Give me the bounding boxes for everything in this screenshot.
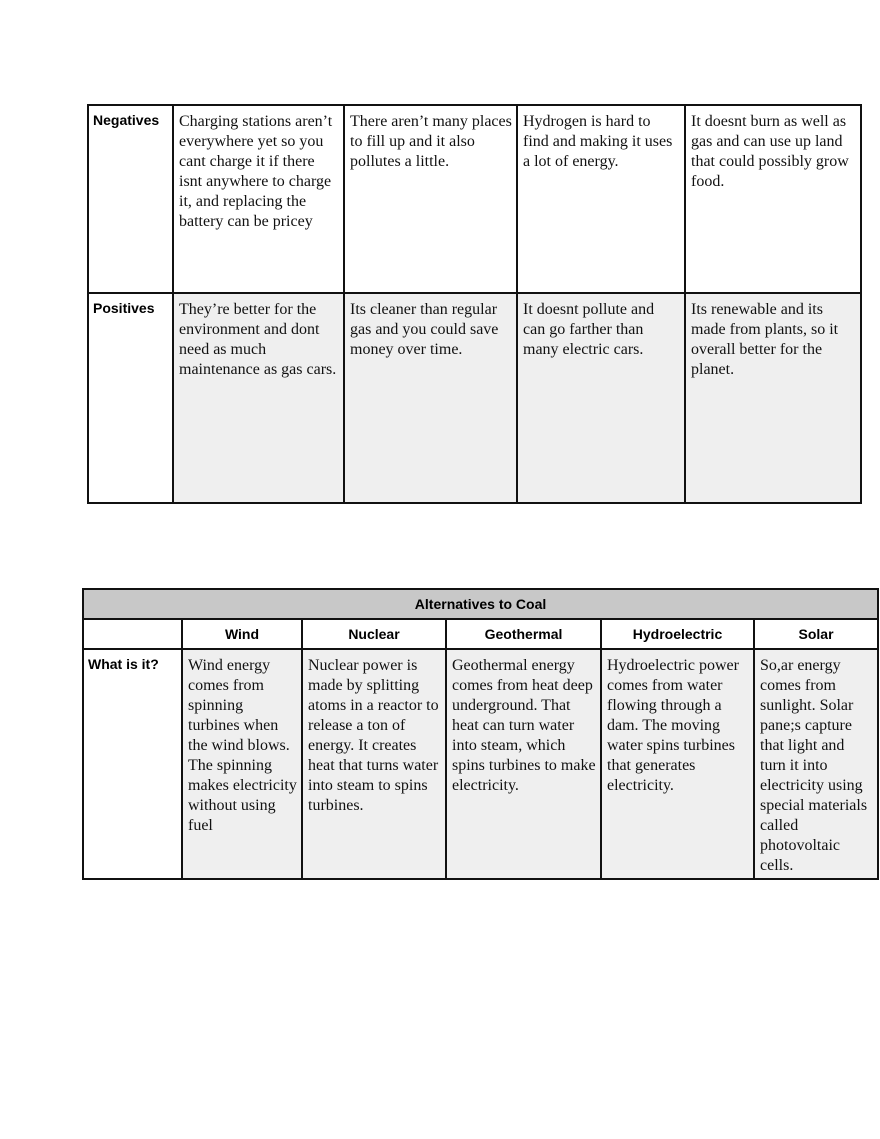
what-is-it-row [83, 649, 878, 879]
what-is-it-label: What is it? [83, 649, 182, 879]
negatives-cell-3: Hydrogen is hard to find and making it uses a lot of energy. [517, 105, 685, 293]
negatives-label: Negatives [88, 105, 173, 293]
header-empty-cell [83, 619, 182, 649]
negatives-cell-2: There aren’t many places to fill up and it also pollutes a little. [344, 105, 517, 293]
header-wind: Wind [182, 619, 302, 649]
positives-cell-4: Its renewable and its made from plants, so it overall better for the planet. [685, 293, 861, 503]
positives-cell-1: They’re better for the environment and dont need as much maintenance as gas cars. [173, 293, 344, 503]
positives-cell-2: Its cleaner than regular gas and you could save money over time. [344, 293, 517, 503]
header-row [83, 619, 878, 649]
header-nuclear: Nuclear [302, 619, 446, 649]
positives-cell-3: It doesnt pollute and can go farther than many electric cars. [517, 293, 685, 503]
wind-description: Wind energy comes from spinning turbines when the wind blows. The spinning makes electricity without using fuel [182, 649, 302, 879]
negatives-cell-4: It doesnt burn as well as gas and can use up land that could possibly grow food. [685, 105, 861, 293]
header-solar: Solar [754, 619, 878, 649]
negatives-cell-1: Charging stations aren’t everywhere yet so you cant charge it if there isnt anywhere to charge it, and replacing the battery can be pricey [173, 105, 344, 293]
title-row [83, 589, 878, 619]
coal-alternatives-table [82, 588, 879, 880]
solar-description: So,ar energy comes from sunlight. Solar pane;s capture that light and turn it into electricity using special materials called photovoltaic cells. [754, 649, 878, 879]
positives-row [88, 293, 861, 503]
negatives-row [88, 105, 861, 293]
header-geothermal: Geothermal [446, 619, 601, 649]
geothermal-description: Geothermal energy comes from heat deep underground. That heat can turn water into steam, which spins turbines to make electricity. [446, 649, 601, 879]
table-title: Alternatives to Coal [83, 589, 878, 619]
hydroelectric-description: Hydroelectric power comes from water flowing through a dam. The moving water spins turbines that generates electricity. [601, 649, 754, 879]
positives-label: Positives [88, 293, 173, 503]
header-hydroelectric: Hydroelectric [601, 619, 754, 649]
nuclear-description: Nuclear power is made by splitting atoms in a reactor to release a ton of energy. It creates heat that turns water into steam to spins turbines. [302, 649, 446, 879]
vehicle-comparison-table [87, 104, 862, 504]
